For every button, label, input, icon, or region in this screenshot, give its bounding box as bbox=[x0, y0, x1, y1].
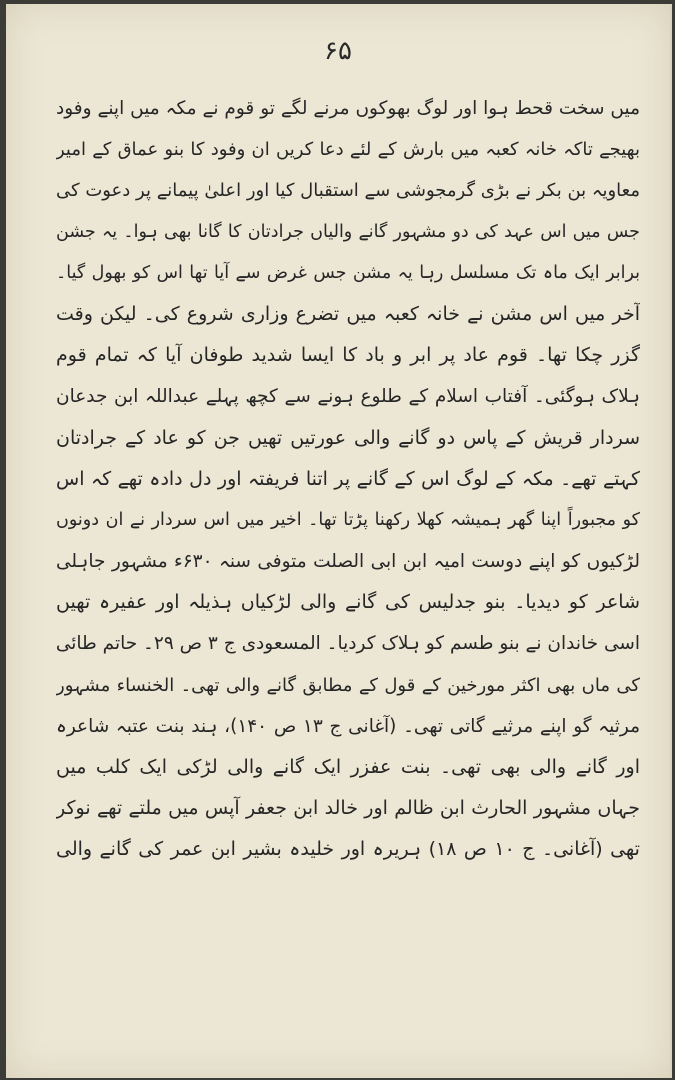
text-line: مرثیہ گو اپنے مرثیے گاتی تھی۔ (آغانی ج ۱۳ ص ۱۴۰)، ہند بنت عتبہ شاعرہ bbox=[56, 715, 640, 737]
text-line: بھیجے تاکہ خانہ کعبہ میں بارش کے لئے دعا کریں ان وفود کا بنو عماق کے امیر bbox=[56, 139, 640, 161]
text-line: گزر چکا تھا۔ قوم عاد پر ابر و باد کا ایسا شدید طوفان آیا کہ تمام قوم bbox=[56, 344, 640, 367]
body-text bbox=[56, 88, 640, 871]
page-number: ۶۵ bbox=[324, 36, 352, 66]
text-line: اسی خاندان نے بنو طسم کو ہلاک کردیا۔ المسعودی ج ۳ ص ۲۹۔ حاتم طائی bbox=[56, 633, 640, 655]
text-line: کہتے تھے۔ مکہ کے لوگ اس کے گانے پر اتنا فریفتہ اور دل دادہ تھے کہ اس bbox=[56, 467, 640, 490]
text-line: میں سخت قحط ہوا اور لوگ بھوکوں مرنے لگے تو قوم نے مکہ میں اپنے وفود bbox=[56, 98, 640, 119]
text-line: لڑکیوں کو اپنے دوست امیہ ابن ابی الصلت متوفی سنہ ۶۳۰ء مشہور جاہلی bbox=[56, 551, 640, 573]
text-line: شاعر کو دیدیا۔ بنو جدلیس کی گانے والی لڑکیاں ہذیلہ اور عفیرہ تھیں bbox=[56, 591, 640, 614]
book-page bbox=[6, 4, 672, 1078]
text-line: کی ماں بھی اکثر مورخین کے قول کے مطابق گانے والی تھی۔ الخنساء مشہور bbox=[56, 674, 640, 696]
text-line: سردار قریش کے پاس دو گانے والی عورتیں تھیں جن کو عاد کے جرادتان bbox=[56, 426, 640, 449]
text-line: آخر میں اس مشن نے خانہ کعبہ میں تضرع وزاری شروع کی۔ لیکن وقت bbox=[56, 302, 640, 325]
text-line: جہاں مشہور الحارث ابن ظالم اور خالد ابن جعفر آپس میں ملتے تھے نوکر bbox=[56, 797, 640, 820]
text-line: معاویہ بن بکر نے بڑی گرمجوشی سے استقبال کیا اور اعلیٰ پیمانے پر دعوت کی bbox=[56, 180, 640, 202]
text-line: جس میں اس عہد کی دو مشہور گانے والیاں جرادتان کا گانا بھی ہوا۔ یہ جشن bbox=[56, 221, 640, 242]
text-line: برابر ایک ماہ تک مسلسل رہا یہ مشن جس غرض سے آیا تھا اس کو بھول گیا۔ bbox=[56, 262, 640, 283]
text-line: کو مجبوراً اپنا گھر ہمیشہ کھلا رکھنا پڑتا تھا۔ اخیر میں اس سردار نے ان دونوں bbox=[56, 509, 640, 530]
text-line: ہلاک ہوگئی۔ آفتاب اسلام کے طلوع ہونے سے کچھ پہلے عبداللہ ابن جدعان bbox=[56, 386, 640, 408]
text-line: تھی (آغانی۔ ج ۱۰ ص ۱۸) ہریرہ اور خلیدہ بشیر ابن عمر کی گانے والی bbox=[56, 838, 640, 861]
text-line: اور گانے والی بھی تھی۔ بنت عفزر ایک گانے والی لڑکی ایک کلب میں bbox=[56, 756, 640, 778]
